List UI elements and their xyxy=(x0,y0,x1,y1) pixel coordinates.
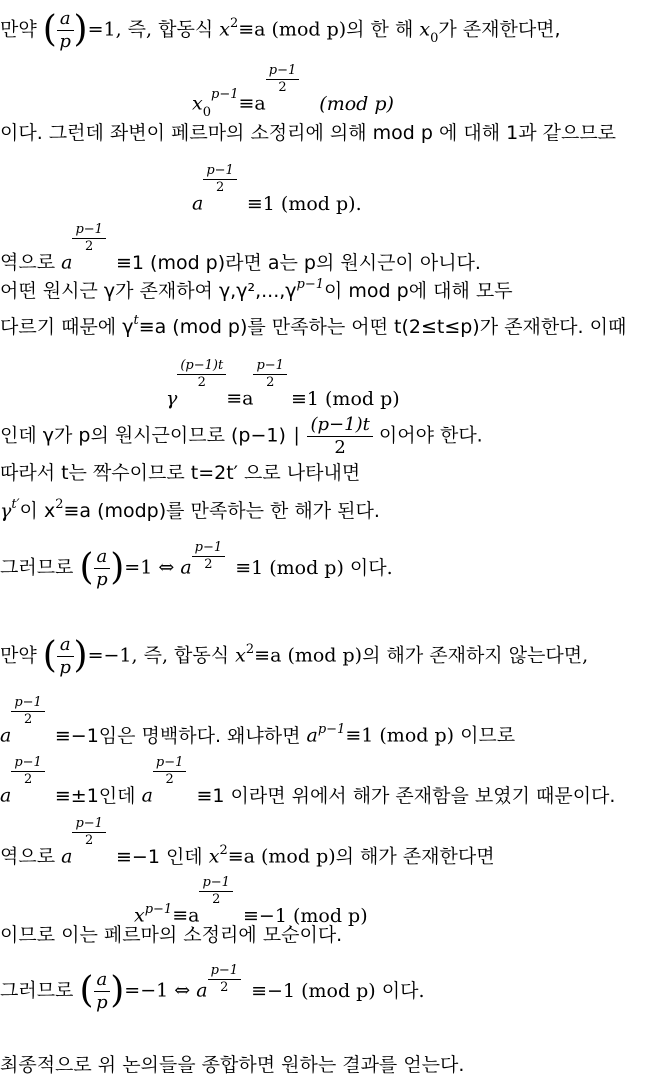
exponent-fraction: $\frac{p-1}{2}$ xyxy=(72,223,106,255)
line-9: 인데 γ가 p의 원시근이므로 (p−1) ∣ $\frac{(p-1)t}{2}$ 이어야 한다. xyxy=(0,414,483,458)
line-17: $x^{p-1}\equiv a$ $\frac{p-1}{2}$ ≡−1 (mod p) xyxy=(134,875,368,927)
legendre-symbol: ( $\frac{a}{p}$) xyxy=(79,969,125,1013)
text: 만약 xyxy=(0,18,37,41)
exponent-fraction: $\frac{p-1}{2}$ xyxy=(11,696,45,728)
line-8: γ $\frac{(p-1)t}{2}$ ≡a $\frac{p-1}{2}$ ≡1 (mod p) xyxy=(166,358,400,410)
line-19: 그러므로 ( $\frac{a}{p})=-1$ ⇔ a $\frac{p-1}{2}$ ≡−1 (mod p) 이다. xyxy=(0,962,425,1013)
exponent-fraction: $\frac{p-1}{2}$ xyxy=(266,64,300,96)
line-4: a $\frac{p-1}{2}$ ≡1 (mod p). xyxy=(192,163,362,215)
line-6: 어떤 원시근 γ가 존재하여 $\gamma,\gamma^2,...,\gamma^{p-1}$이 mod p에 대해 모두 xyxy=(0,277,513,302)
exponent-fraction: $\frac{p-1}{2}$ xyxy=(72,817,106,849)
line-10: 따라서 t는 짝수이므로 t=2t′ 으로 나타내면 xyxy=(0,462,361,484)
text: ≡a (mod p)의 한 해 xyxy=(238,18,414,41)
exponent-fraction: $\frac{p-1}{2}$ xyxy=(203,164,237,196)
text: =1, 즉, 합동식 xyxy=(87,18,214,41)
exponent-fraction: $\frac{p-1}{2}$ xyxy=(253,359,287,391)
line-16: 역으로 a $\frac{p-1}{2}$ ≡−1 인데 $x^2\equiv a$ (mod p)의 해가 존재한다면 xyxy=(0,816,495,868)
line-11: $\gamma^{t'}$이 $x^2\equiv a$ (modp)를 만족하는 한 해가 된다. xyxy=(0,497,380,522)
line-5: 역으로 a $\frac{p-1}{2}$ ≡1 (mod p)라면 a는 p의 원시근이 아니다. xyxy=(0,222,481,274)
line-2: $x_0^{p-1}\equiv a$ $\frac{p-1}{2}$ (mod p) xyxy=(192,63,394,120)
legendre-symbol: ( $\frac{a}{p}$) xyxy=(42,634,88,678)
legendre-symbol: ( $\frac{a}{p}$) xyxy=(79,546,125,590)
line-18: 이므로 이는 페르마의 소정리에 모순이다. xyxy=(0,924,343,946)
line-13: 만약 ( $\frac{a}{p})=-1$, 즉, 합동식 $x^2\equiv a$ (mod p)의 해가 존재하지 않는다면, xyxy=(0,634,589,678)
exponent-fraction: $\frac{p-1}{2}$ xyxy=(192,541,226,573)
exponent-fraction: $\frac{(p-1)t}{2}$ xyxy=(177,359,226,391)
line-1: 만약 ( $\frac{a}{p})=1$, 즉, 합동식 $x^2\equiv a$ (mod p)의 한 해 $x_0$가 존재한다면, xyxy=(0,8,561,52)
text: 가 존재한다면, xyxy=(438,18,561,41)
exponent-fraction: $\frac{p-1}{2}$ xyxy=(199,876,233,908)
line-14: a $\frac{p-1}{2}$ ≡−1임은 명백하다. 왜냐하면 $a^{p-1}\equiv 1$ (mod p) 이므로 xyxy=(0,695,516,747)
exponent-fraction: $\frac{p-1}{2}$ xyxy=(153,756,187,788)
line-20: 최종적으로 위 논의들을 종합하면 원하는 결과를 얻는다. xyxy=(0,1054,465,1076)
legendre-symbol: ( $\frac{a}{p}$) xyxy=(42,8,88,52)
line-12: 그러므로 ( $\frac{a}{p})=1$ ⇔ a $\frac{p-1}{2}$ ≡1 (mod p) 이다. xyxy=(0,539,393,590)
line-15: a $\frac{p-1}{2}$ ≡±1인데 a $\frac{p-1}{2}$ ≡1 이라면 위에서 해가 존재함을 보였기 때문이다. xyxy=(0,755,616,807)
line-7: 다르기 때문에 $\gamma^t\equiv a$ (mod p)를 만족하는 어떤 t(2≤t≤p)가 존재한다. 이때 xyxy=(0,313,627,338)
exponent-fraction: $\frac{p-1}{2}$ xyxy=(208,964,242,996)
fraction: $\frac{(p-1)t}{2}$ xyxy=(307,414,372,458)
line-3: 이다. 그런데 좌변이 페르마의 소정리에 의해 mod p 에 대해 1과 같으므로 xyxy=(0,122,617,144)
exponent-fraction: $\frac{p-1}{2}$ xyxy=(11,756,45,788)
